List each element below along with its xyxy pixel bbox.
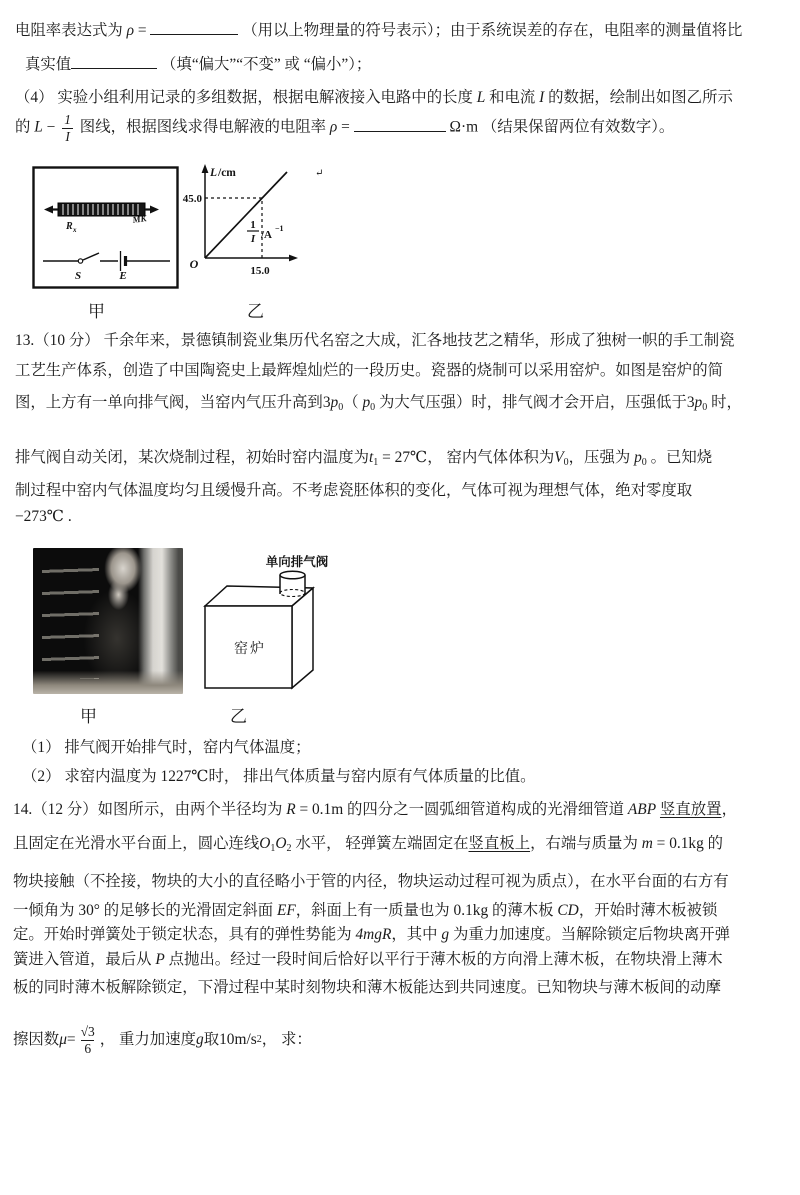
graph-figure <box>165 160 343 292</box>
x-axis-frac-num: 1 <box>250 219 256 231</box>
q14-line-1: 14.（12 分）如图所示，由两个半径均为 R = 0.1m 的四分之一圆弧细管道构成的光滑细管道 ABP 竖直放置， <box>13 801 737 818</box>
x-axis-unit: /A <box>261 229 272 241</box>
q13-line-6: −273℃ . <box>15 508 72 525</box>
lead-arrow-left-icon <box>44 206 53 214</box>
kiln-label: 窑炉 <box>234 642 266 657</box>
valve-cylinder <box>280 571 305 596</box>
switch-icon <box>78 253 99 263</box>
resistor-label: R <box>66 221 73 232</box>
resistor-label-sub: x <box>73 226 77 234</box>
q14-line-2: 且固定在光滑水平台面上，圆心连线O1O2 水平， 轻弹簧左端固定在竖直板上，右端与质量为 m = 0.1kg 的 <box>13 835 724 854</box>
x-axis-unit-exp: −1 <box>275 224 284 233</box>
q13-item-2: （2） 求窑内温度为 1227℃时， 排出气体质量与窑内原有气体质量的比值。 <box>22 768 536 785</box>
kiln-photo <box>33 548 183 694</box>
q13-item-1: （1） 排气阀开始排气时，窑内气体温度； <box>22 739 311 756</box>
y-axis-arrow-icon <box>202 164 209 173</box>
scan-artifact: ↵ <box>315 168 324 179</box>
q13-line-1: 13.（10 分） 千余年来，景德镇制瓷业集历代名窑之大成，汇各地技艺之精华，形成了独树一帜的手工制瓷 <box>15 332 735 349</box>
battery-label: E <box>119 270 127 282</box>
intro-line-3: （4） 实验小组利用记录的多组数据，根据电解液接入电路中的长度 L 和电流 I 的数据，绘制出如图乙所示 <box>15 89 733 106</box>
x-axis-arrow-icon <box>289 255 298 262</box>
circuit-figure <box>32 166 179 289</box>
kiln-box-side <box>292 588 313 688</box>
figure2-caption-jia: 甲 <box>80 707 97 726</box>
battery-icon <box>121 251 126 271</box>
q14-line-5: 定。开始时弹簧处于锁定状态，具有的弹性势能为 4mgR，其中 g 为重力加速度。当解除锁定后物块离开弹 <box>13 926 730 943</box>
q14-line-7: 板的同时薄木板解除锁定，下滑过程中某时刻物块和薄木板能达到共同速度。已知物块与薄木板间的动摩 <box>13 979 721 996</box>
lead-arrow-right-icon <box>150 206 159 214</box>
x-tick-value: 15.0 <box>250 265 270 277</box>
intro-line-1: 电阻率表达式为 ρ = （用以上物理量的符号表示）；由于系统误差的存在，电阻率的测量值将比 <box>15 22 743 39</box>
q14-line-8: 擦因数 μ = $\frac{√3}{6}$ ， 重力加速度 g 取10m/s 2 ， 求： <box>13 1023 312 1056</box>
circuit-border <box>34 168 178 288</box>
figure2-caption-yi: 乙 <box>230 707 247 726</box>
figure1-caption-jia: 甲 <box>88 302 105 321</box>
switch-label: S <box>74 270 82 282</box>
q13-line-3: 图，上方有一单向排气阀，当窑内气压升高到3p0（ p0 为大气压强）时，排气阀才会开启，压强低于3p0 时， <box>15 394 742 413</box>
y-axis-label-var: L <box>210 167 218 179</box>
intro-line-2: 真实值 （填“偏大”“不变” 或 “偏小”）； <box>25 56 372 73</box>
q13-line-4: 排气阀自动关闭，某次烧制过程，初始时窑内温度为t1 = 27℃， 窑内气体体积为V0，压强为 p0 。已知烧 <box>15 449 713 468</box>
q13-line-5: 制过程中窑内气体温度均匀且缓慢升高。不考虑瓷胚体积的变化，气体可视为理想气体，绝对零度取 <box>15 482 693 499</box>
valve-label: 单向排气阀 <box>265 555 329 569</box>
q13-line-2: 工艺生产体系，创造了中国陶瓷史上最辉煌灿烂的一段历史。瓷器的烧制可以采用窑炉。如图是窑炉的简 <box>15 362 723 379</box>
origin-label: O <box>189 257 199 271</box>
kiln-diagram <box>198 550 340 698</box>
data-line <box>205 172 287 258</box>
q14-line-6: 簧进入管道，最后从 P 点抛出。经过一段时间后恰好以平行于薄木板的方向滑上薄木板，在物块滑上薄木 <box>13 951 723 968</box>
y-tick-value: 45.0 <box>182 193 202 205</box>
figure1-caption-yi: 乙 <box>247 302 264 321</box>
x-axis-frac-den: I <box>250 233 256 245</box>
q14-line-3: 物块接触（不拴接，物块的大小的直径略小于管的内径，物块运动过程可视为质点），在水平台面的右方有 <box>13 873 729 890</box>
q14-line-4: 一倾角为 30° 的足够长的光滑固定斜面 EF，斜面上有一质量也为 0.1kg 的薄木板 CD，开始时薄木板被锁 <box>13 902 718 919</box>
y-axis-label-unit: /cm <box>218 167 236 179</box>
intro-line-4: 的 L − $\frac{1}{I}$ 图线，根据图线求得电解液的电阻率 ρ = Ω·m （结果保留两位有效数字）。 <box>15 112 675 144</box>
tube-mark: MK <box>131 213 148 225</box>
